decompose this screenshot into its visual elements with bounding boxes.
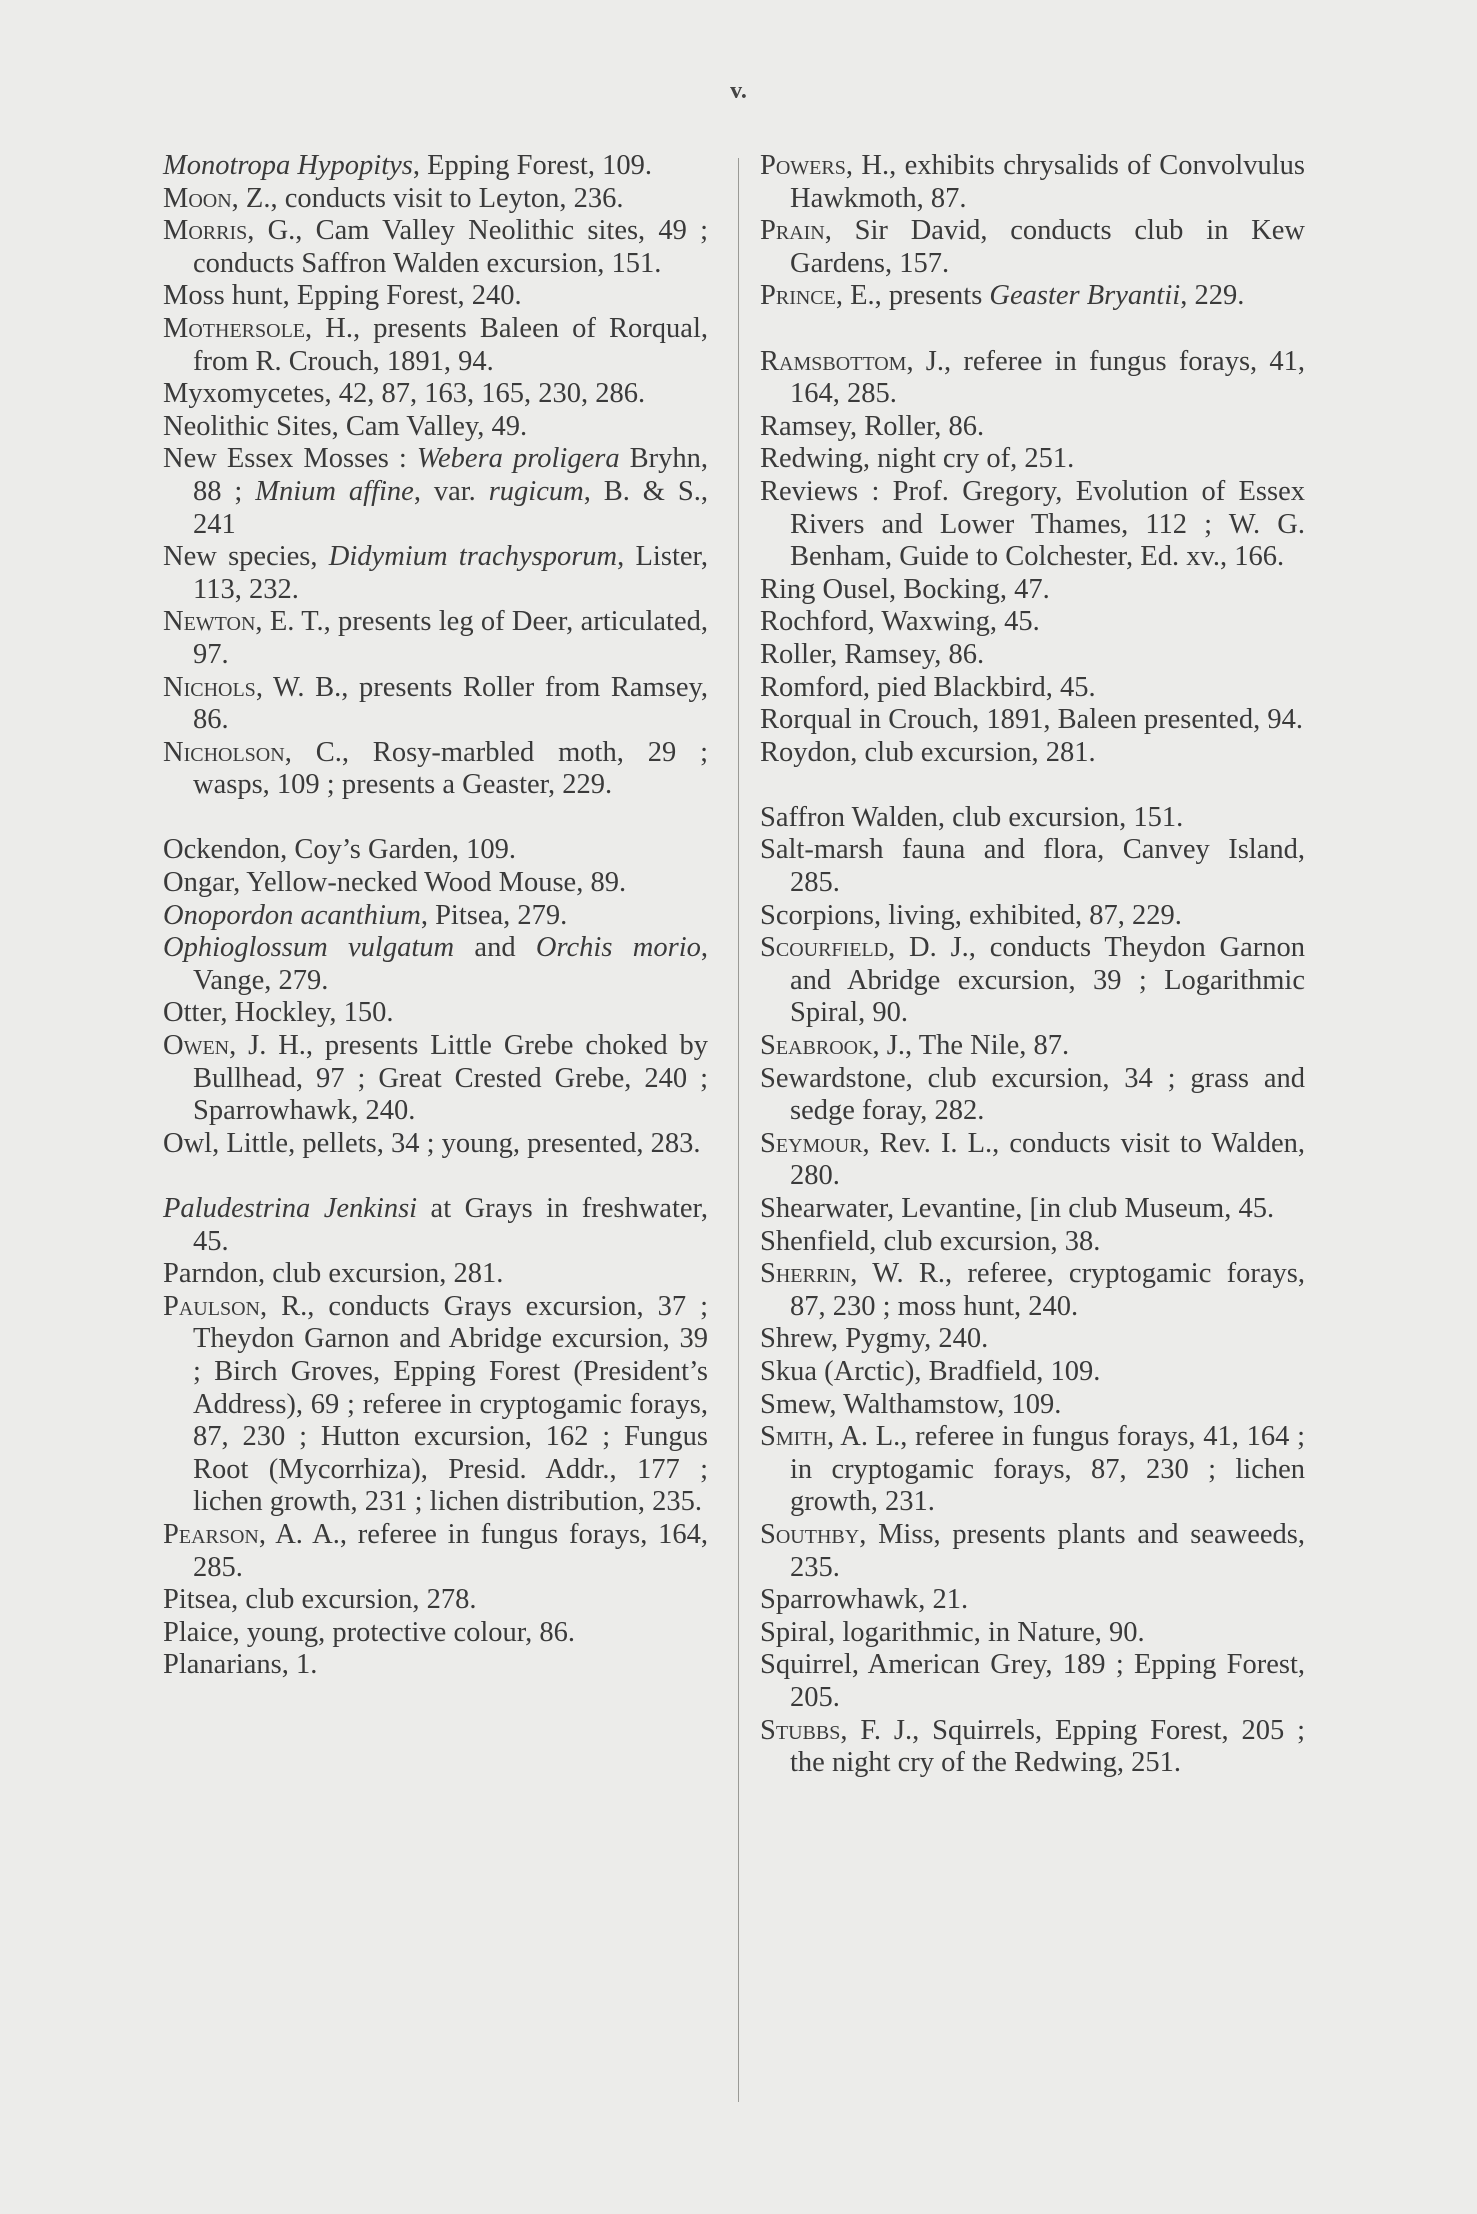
index-entry: Parndon, club excursion, 281. (163, 1258, 504, 1290)
index-entry: Pitsea, club excursion, 278. (163, 1584, 477, 1616)
section-gap (760, 769, 1305, 802)
index-entry: Nicholson, C., Rosy-marbled moth, 29 ; wasps, 109 ; presents a Geaster, 229. (163, 736, 708, 801)
index-entry: Seymour, Rev. I. L., conducts visit to Walden, 280. (760, 1127, 1305, 1192)
index-entry: Plaice, young, protective colour, 86. (163, 1616, 575, 1648)
index-entry: Newton, E. T., presents leg of Deer, articulated, 97. (163, 606, 708, 670)
index-entry: Ramsey, Roller, 86. (760, 410, 985, 442)
index-column-right (760, 150, 1305, 1780)
index-entry: Morris, G., Cam Valley Neolithic sites, 49 ; conducts Saffron Walden excursion, 151. (163, 215, 708, 279)
index-entry: Owen, J. H., presents Little Grebe choked by Bullhead, 97 ; Great Crested Grebe, 240 ; Sparrowhawk, 240. (163, 1030, 708, 1127)
index-entry: Skua (Arctic), Bradfield, 109. (760, 1355, 1101, 1387)
index-entry: Moon, Z., conducts visit to Leyton, 236. (163, 182, 624, 214)
index-entry: Paulson, R., conducts Grays excursion, 37 ; Theydon Garnon and Abridge excursion, 39 ; Birch Groves, Epping Forest (President’s Address), 69 ; referee in cryptogamic forays, 87, 230 ; Hutton excursion, 162 ; Fungus Root (Mycorrhiza), Presid. Addr., 177 ; lichen growth, 231 ; lichen distribution, 235. (163, 1290, 708, 1518)
index-entry: Southby, Miss, presents plants and seaweeds, 235. (760, 1518, 1305, 1583)
index-entry: Paludestrina Jenkinsi at Grays in freshwater, 45. (163, 1193, 709, 1257)
index-entry: Ockendon, Coy’s Garden, 109. (163, 834, 517, 866)
index-entry: Shenfield, club excursion, 38. (760, 1225, 1101, 1257)
index-entry: Squirrel, American Grey, 189 ; Epping Forest, 205. (760, 1649, 1305, 1713)
index-entry: Spiral, logarithmic, in Nature, 90. (760, 1616, 1145, 1648)
page-number: v. (730, 78, 747, 104)
index-entry: Myxomycetes, 42, 87, 163, 165, 230, 286. (163, 378, 646, 410)
index-entry: Saffron Walden, club excursion, 151. (760, 801, 1184, 833)
index-entry: Prince, E., presents Geaster Bryantii, 229. (760, 280, 1245, 312)
index-entry: Roller, Ramsey, 86. (760, 638, 985, 670)
index-entry: Redwing, night cry of, 251. (760, 443, 1075, 475)
index-entry: Sparrowhawk, 21. (760, 1584, 969, 1616)
index-entry: Ring Ousel, Bocking, 47. (760, 573, 1050, 605)
index-entry: Sewardstone, club excursion, 34 ; grass and sedge foray, 282. (760, 1062, 1305, 1127)
index-entry: Pearson, A. A., referee in fungus forays, 164, 285. (163, 1518, 708, 1583)
index-entry: Rorqual in Crouch, 1891, Baleen presented, 94. (760, 704, 1303, 736)
index-entry: Scorpions, living, exhibited, 87, 229. (760, 899, 1182, 931)
index-entry: Romford, pied Blackbird, 45. (760, 671, 1096, 703)
section-gap (163, 802, 708, 835)
index-entry: Shearwater, Levantine, [in club Museum, 45. (760, 1193, 1275, 1224)
index-entry: Roydon, club excursion, 281. (760, 736, 1096, 768)
index-entry: Powers, H., exhibits chrysalids of Convolvulus Hawkmoth, 87. (760, 150, 1305, 214)
section-gap (760, 313, 1305, 346)
index-entry: Scourfield, D. J., conducts Theydon Garnon and Abridge excursion, 39 ; Logarithmic Spiral, 90. (760, 932, 1305, 1029)
index-entry: Smew, Walthamstow, 109. (760, 1388, 1062, 1420)
index-entry: Ongar, Yellow-necked Wood Mouse, 89. (163, 867, 627, 899)
index-entry: Smith, A. L., referee in fungus forays, 41, 164 ; in cryptogamic forays, 87, 230 ; lichen growth, 231. (760, 1421, 1305, 1518)
index-column-left (163, 150, 708, 1682)
index-entry: Planarians, 1. (163, 1649, 318, 1681)
index-entry: Ophioglossum vulgatum and Orchis morio, Vange, 279. (163, 932, 708, 996)
index-entry: Reviews : Prof. Gregory, Evolution of Essex Rivers and Lower Thames, 112 ; W. G. Benham, Guide to Colchester, Ed. xv., 166. (760, 475, 1305, 573)
index-entry: Sherrin, W. R., referee, cryptogamic forays, 87, 230 ; moss hunt, 240. (760, 1258, 1305, 1322)
index-entry: Nichols, W. B., presents Roller from Ramsey, 86. (163, 671, 708, 736)
index-entry: Otter, Hockley, 150. (163, 997, 394, 1029)
index-entry: Rochford, Waxwing, 45. (760, 606, 1040, 638)
index-entry: Moss hunt, Epping Forest, 240. (163, 280, 522, 312)
index-entry: Monotropa Hypopitys, Epping Forest, 109. (163, 150, 652, 181)
index-entry: Owl, Little, pellets, 34 ; young, presented, 283. (163, 1127, 701, 1159)
index-entry: Seabrook, J., The Nile, 87. (760, 1030, 1070, 1062)
index-entry: Mothersole, H., presents Baleen of Rorqual, from R. Crouch, 1891, 94. (163, 312, 708, 377)
index-entry: Shrew, Pygmy, 240. (760, 1323, 989, 1355)
index-entry: New Essex Mosses : Webera proligera Bryhn, 88 ; Mnium affine, var. rugicum, B. & S., 241 (163, 443, 708, 540)
index-entry: Stubbs, F. J., Squirrels, Epping Forest, 205 ; the night cry of the Redwing, 251. (760, 1714, 1305, 1779)
index-entry: Salt-marsh fauna and flora, Canvey Island, 285. (760, 834, 1305, 899)
index-entry: Prain, Sir David, conducts club in Kew Gardens, 157. (760, 215, 1305, 279)
index-entry: Neolithic Sites, Cam Valley, 49. (163, 410, 528, 442)
column-divider (738, 158, 739, 2102)
index-entry: Onopordon acanthium, Pitsea, 279. (163, 899, 568, 931)
index-entry: Ramsbottom, J., referee in fungus forays, 41, 164, 285. (760, 345, 1305, 410)
index-entry: New species, Didymium trachysporum, Lister, 113, 232. (163, 541, 708, 605)
section-gap (163, 1160, 708, 1193)
